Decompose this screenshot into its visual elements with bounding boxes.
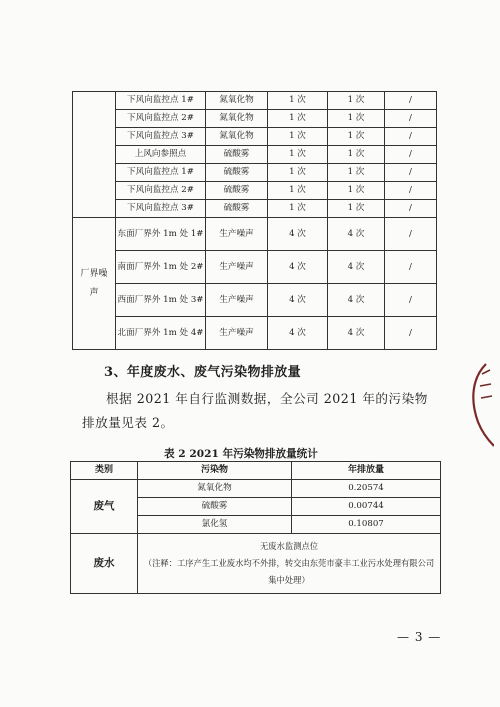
- monitor-point-cell: 下风向监控点 2#: [116, 182, 206, 200]
- header-category: 类别: [71, 462, 138, 480]
- monitor-point-cell: 下风向监控点 3#: [116, 200, 206, 218]
- planned-frequency-cell: 1 次: [268, 200, 328, 218]
- monitor-item-cell: 氮氧化物: [206, 128, 268, 146]
- category-gas: 废气: [71, 480, 138, 534]
- pollutant-cell: 氯化氢: [138, 516, 292, 534]
- planned-frequency-cell: 1 次: [268, 146, 328, 164]
- amount-cell: 0.00744: [292, 498, 441, 516]
- table-row: [71, 480, 441, 498]
- planned-frequency-cell: 1 次: [268, 164, 328, 182]
- table-row: [73, 146, 437, 164]
- table-header-row: [71, 462, 441, 480]
- table-row: [73, 92, 437, 110]
- table-row: [73, 218, 437, 251]
- remark-cell: /: [385, 218, 437, 251]
- remark-cell: /: [385, 251, 437, 284]
- remark-cell: /: [385, 284, 437, 317]
- monitor-point-cell: 东面厂界外 1m 处 1#: [116, 218, 206, 251]
- monitor-point-cell: 南面厂界外 1m 处 2#: [116, 251, 206, 284]
- category-cell: [73, 92, 116, 218]
- amount-cell: 0.20574: [292, 480, 441, 498]
- table-row: [73, 200, 437, 218]
- monitor-item-cell: 生产噪声: [206, 251, 268, 284]
- table-row: [73, 251, 437, 284]
- planned-frequency-cell: 4 次: [268, 284, 328, 317]
- monitor-item-cell: 氮氧化物: [206, 92, 268, 110]
- table-row: [73, 284, 437, 317]
- actual-frequency-cell: 1 次: [328, 128, 385, 146]
- amount-cell: 0.10807: [292, 516, 441, 534]
- remark-cell: /: [385, 164, 437, 182]
- seal-stamp-icon: [464, 360, 494, 450]
- monitor-point-cell: 下风向监控点 3#: [116, 128, 206, 146]
- actual-frequency-cell: 4 次: [328, 251, 385, 284]
- table-caption: 表 2 2021 年污染物排放量统计: [164, 448, 318, 460]
- category-water: 废水: [71, 534, 138, 594]
- planned-frequency-cell: 4 次: [268, 317, 328, 350]
- header-amount: 年排放量: [292, 462, 441, 480]
- emission-table: [70, 461, 441, 594]
- monitor-point-cell: 上风向参照点: [116, 146, 206, 164]
- header-pollutant: 污染物: [138, 462, 292, 480]
- page-number: — 3 —: [397, 630, 442, 644]
- monitor-item-cell: 硫酸雾: [206, 164, 268, 182]
- monitor-point-cell: 下风向监控点 1#: [116, 92, 206, 110]
- monitor-point-cell: 下风向监控点 2#: [116, 110, 206, 128]
- planned-frequency-cell: 4 次: [268, 218, 328, 251]
- planned-frequency-cell: 1 次: [268, 182, 328, 200]
- actual-frequency-cell: 1 次: [328, 146, 385, 164]
- remark-cell: /: [385, 128, 437, 146]
- table-row: [73, 128, 437, 146]
- monitoring-table: [72, 91, 437, 350]
- pollutant-cell: 硫酸雾: [138, 498, 292, 516]
- planned-frequency-cell: 1 次: [268, 92, 328, 110]
- monitor-point-cell: 北面厂界外 1m 处 4#: [116, 317, 206, 350]
- monitor-item-cell: 硫酸雾: [206, 182, 268, 200]
- monitor-item-cell: 氮氧化物: [206, 110, 268, 128]
- actual-frequency-cell: 1 次: [328, 110, 385, 128]
- table-row: [73, 164, 437, 182]
- actual-frequency-cell: 1 次: [328, 182, 385, 200]
- category-noise: 厂界噪声: [73, 218, 116, 350]
- table-row: [73, 317, 437, 350]
- remark-cell: /: [385, 317, 437, 350]
- water-note-line2: （注释：工序产生工业废水均不外排，转交由东莞市豪丰工业污水处理有限公司集中处理）: [143, 558, 435, 585]
- monitor-item-cell: 生产噪声: [206, 218, 268, 251]
- actual-frequency-cell: 4 次: [328, 284, 385, 317]
- monitor-point-cell: 西面厂界外 1m 处 3#: [116, 284, 206, 317]
- actual-frequency-cell: 4 次: [328, 317, 385, 350]
- water-note-cell: [138, 534, 441, 594]
- remark-cell: /: [385, 146, 437, 164]
- monitor-item-cell: 硫酸雾: [206, 146, 268, 164]
- body-paragraph: 根据 2021 年自行监测数据，全公司 2021 年的污染物排放量见表 2。: [82, 391, 428, 430]
- table-row: [71, 534, 441, 594]
- water-note-line1: 无废水监测点位: [259, 541, 319, 551]
- actual-frequency-cell: 4 次: [328, 218, 385, 251]
- monitor-item-cell: 生产噪声: [206, 317, 268, 350]
- remark-cell: /: [385, 200, 437, 218]
- actual-frequency-cell: 1 次: [328, 164, 385, 182]
- remark-cell: /: [385, 110, 437, 128]
- table-row: [73, 110, 437, 128]
- planned-frequency-cell: 4 次: [268, 251, 328, 284]
- monitor-point-cell: 下风向监控点 1#: [116, 164, 206, 182]
- planned-frequency-cell: 1 次: [268, 128, 328, 146]
- remark-cell: /: [385, 182, 437, 200]
- planned-frequency-cell: 1 次: [268, 110, 328, 128]
- remark-cell: /: [385, 92, 437, 110]
- actual-frequency-cell: 1 次: [328, 92, 385, 110]
- section-heading: 3、年度废水、废气污染物排放量: [104, 365, 302, 380]
- monitor-item-cell: 硫酸雾: [206, 200, 268, 218]
- pollutant-cell: 氮氧化物: [138, 480, 292, 498]
- table-row: [73, 182, 437, 200]
- actual-frequency-cell: 1 次: [328, 200, 385, 218]
- monitor-item-cell: 生产噪声: [206, 284, 268, 317]
